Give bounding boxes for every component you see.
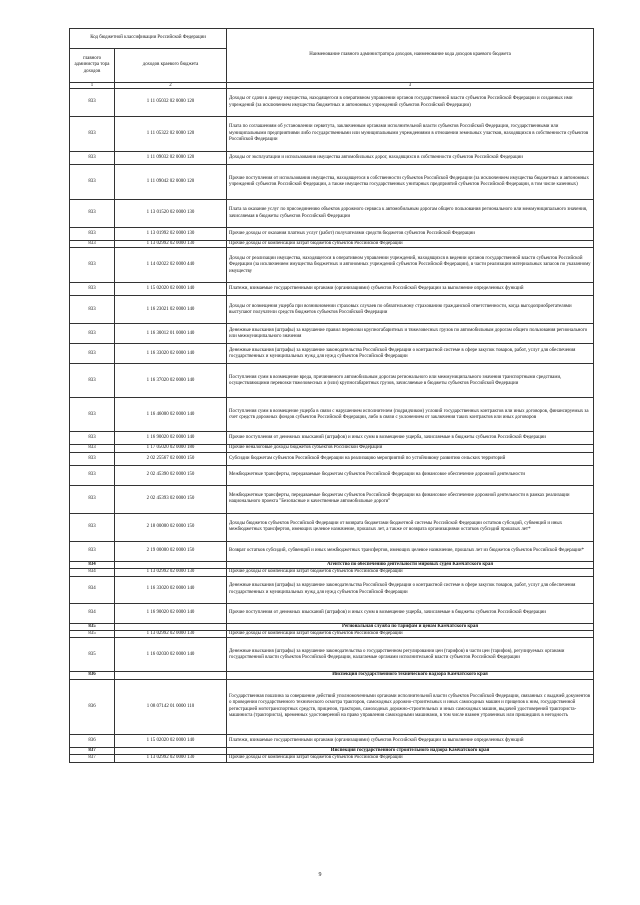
description-cell: Денежные взыскания (штрафы) за нарушение правил перевозки крупногабаритных и тяжеловесных грузов по автомобильным дорогам общего пользования регионального или межмуниципального значения [227, 324, 594, 344]
income-code-cell: 1 11 09032 02 0000 120 [115, 152, 227, 165]
income-code-cell: 1 08 07142 01 0000 110 [115, 679, 227, 734]
income-code-cell: 1 11 05032 02 0000 120 [115, 89, 227, 117]
table-row [70, 152, 594, 165]
admin-code-cell: 833 [70, 228, 115, 241]
description-cell: Возврат остатков субсидий, субвенций и иных межбюджетных трансфертов, имеющих целевое назначение, прошлых лет из бюджетов субъектов Российской Федерации* [227, 541, 594, 561]
description-cell: Платежи, взимаемые государственными органами (организациями) субъектов Российской Федерации за выполнение определенных функций [227, 283, 594, 296]
table-row [70, 344, 594, 364]
description-cell: Поступления сумм в возмещение ущерба в связи с нарушением исполнителем (подрядчиком) условий государственных контрактов или иных договоров, финансируемых за счет средств дорожных фондов субъектов Российской Федерации, либо в связи с уклонением от заключения таких контрактов или иных договоров [227, 398, 594, 432]
admin-code-cell: 836 [70, 672, 115, 679]
table-row [70, 452, 594, 465]
income-code-cell: 1 13 02992 02 0000 130 [115, 241, 227, 248]
description-cell: Прочие доходы от компенсации затрат бюджетов субъектов Российской Федерации [227, 569, 594, 576]
table-row [70, 364, 594, 398]
table-row [70, 576, 594, 603]
admin-code-cell: 833 [70, 200, 115, 228]
table-row [70, 638, 594, 672]
admin-code-cell: 834 [70, 603, 115, 623]
income-code-cell: 2 02 25567 02 0000 150 [115, 452, 227, 465]
group-header-row [70, 561, 594, 568]
admin-code-cell: 833 [70, 398, 115, 432]
description-cell: Поступления сумм в возмещение вреда, причиняемого автомобильным дорогам регионального или межмуниципального значения транспортными средствами, осуществляющими перевозки тяжеловесных и (или) крупногабаритных грузов, зачисляемые в бюджеты субъектов Российской Федерации [227, 364, 594, 398]
description-cell: Доходы от сдачи в аренду имущества, находящегося в оперативном управлении органов государственной власти субъектов Российской Федерации и созданных ими учреждений (за исключением имущества бюджетных и автономных учреждений субъектов Российской Федерации) [227, 89, 594, 117]
page-number: 9 [318, 872, 322, 878]
table-row [70, 228, 594, 241]
description-cell: Денежные взыскания (штрафы) за нарушение законодательства Российской Федерации о контрактной системе в сфере закупок товаров, работ, услуг для обеспечения государственных и муниципальных нужд для нужд субъектов Российской Федерации [227, 576, 594, 603]
income-code-cell [115, 561, 227, 568]
description-cell: Доходы от реализации имущества, находящегося в оперативном управлении учреждений, находящихся в ведении органов государственной власти субъектов Российской Федерации (за исключением имущества бюджетных и автономных учреждений субъектов Российской Федерации), в части реализации материальных запасов по указанному имуществу [227, 248, 594, 283]
column-number-2: 2 [115, 83, 227, 89]
admin-code-cell: 833 [70, 296, 115, 324]
income-code-cell: 1 16 33020 02 0000 140 [115, 344, 227, 364]
description-cell: Прочие доходы от оказания платных услуг (работ) получателями средств бюджетов субъектов Российской Федерации [227, 228, 594, 241]
table-body [70, 89, 594, 763]
table-row [70, 755, 594, 762]
admin-code-cell: 833 [70, 432, 115, 445]
admin-code-cell: 833 [70, 364, 115, 398]
income-code-cell: 1 13 02992 02 0000 130 [115, 569, 227, 576]
admin-code-cell: 833 [70, 152, 115, 165]
table-row [70, 513, 594, 541]
table-row [70, 485, 594, 513]
description-cell: Денежные взыскания (штрафы) за нарушение законодательства Российской Федерации о контрактной системе в сфере закупок товаров, работ, услуг для обеспечения государственных и муниципальных нужд для нужд субъектов Российской Федерации [227, 344, 594, 364]
admin-code-cell: 833 [70, 513, 115, 541]
income-code-cell [115, 672, 227, 679]
description-cell: Прочие доходы от компенсации затрат бюджетов субъектов Российской Федерации [227, 631, 594, 638]
description-cell: Доходы от эксплуатации и использования имущества автомобильных дорог, находящихся в собственности субъектов Российской Федерации [227, 152, 594, 165]
table-row [70, 679, 594, 734]
table-row [70, 283, 594, 296]
table-row [70, 445, 594, 452]
admin-code-cell: 833 [70, 445, 115, 452]
description-cell: Платежи, взимаемые государственными органами (организациями) субъектов Российской Федерации за выполнение определенных функций [227, 734, 594, 747]
table-row [70, 248, 594, 283]
table-row [70, 324, 594, 344]
table-row [70, 734, 594, 747]
table-row [70, 398, 594, 432]
income-code-cell: 1 16 23021 02 0000 140 [115, 296, 227, 324]
income-code-cell: 1 16 90020 02 0000 140 [115, 432, 227, 445]
revenue-codes-table [69, 28, 594, 763]
description-cell: Прочие доходы от компенсации затрат бюджетов субъектов Российской Федерации [227, 755, 594, 762]
admin-code-cell: 833 [70, 283, 115, 296]
admin-code-cell: 835 [70, 623, 115, 630]
admin-code-cell: 833 [70, 485, 115, 513]
table-row [70, 89, 594, 117]
description-cell: Доходы от возмещения ущерба при возникновении страховых случаев по обязательному страхованию гражданской ответственности, когда выгодоприобретателями выступают получатели средств бюджетов субъектов Российской Федерации [227, 296, 594, 324]
name-column-header: Наименование главного администратора доходов, наименование кода доходов краевого бюджета [227, 29, 594, 83]
table-row [70, 631, 594, 638]
income-code-cell: 1 11 09042 02 0000 120 [115, 165, 227, 200]
budget-revenue-table-page [69, 28, 593, 763]
income-code-cell: 2 18 00000 02 0000 150 [115, 513, 227, 541]
table-row [70, 200, 594, 228]
income-code-cell: 1 14 02022 02 0000 440 [115, 248, 227, 283]
description-cell: Плата за оказание услуг по присоединению объектов дорожного сервиса к автомобильным дорогам общего пользования регионального или межмуниципального значения, зачисляемая в бюджеты субъектов Российской Федерации [227, 200, 594, 228]
admin-code-cell: 837 [70, 747, 115, 754]
description-cell: Прочие поступления от использования имущества, находящегося в собственности субъектов Российской Федерации (за исключением имущества бюджетных и автономных учреждений субъектов Российской Федерации, а также имущества государственных унитарных предприятий субъектов Российской Федерации, в том числе казенных) [227, 165, 594, 200]
code-group-header: Код бюджетной классификации Российской Федерации [70, 29, 227, 49]
table-row [70, 569, 594, 576]
admin-code-cell: 833 [70, 452, 115, 465]
description-cell: Инспекция государственного технического надзора Камчатского края [227, 672, 594, 679]
admin-code-cell: 836 [70, 734, 115, 747]
admin-code-cell: 835 [70, 631, 115, 638]
admin-code-cell: 836 [70, 679, 115, 734]
income-code-cell [115, 623, 227, 630]
table-row [70, 241, 594, 248]
description-cell: Плата по соглашениям об установлении сервитута, заключенным органами исполнительной власти субъектов Российской Федерации, государственными или муниципальными предприятиями либо государственными или муниципальными учреждениями в отношении земельных участков, находящихся в собственности субъектов Российской Федерации [227, 117, 594, 152]
admin-column-header: главного администра тора доходов [70, 49, 115, 83]
income-code-cell: 1 16 37020 02 0000 140 [115, 364, 227, 398]
income-code-cell: 1 15 02020 02 0000 140 [115, 734, 227, 747]
description-cell: Доходы бюджетов субъектов Российской Федерации от возврата бюджетами бюджетной системы Российской Федерации остатков субсидий, субвенций и иных межбюджетных трансфертов, имеющих целевое назначение, прошлых лет, а также от возврата организациями остатков субсидий прошлых лет* [227, 513, 594, 541]
table-row [70, 432, 594, 445]
table-row [70, 165, 594, 200]
description-cell: Прочие доходы от компенсации затрат бюджетов субъектов Российской Федерации [227, 241, 594, 248]
admin-code-cell: 833 [70, 248, 115, 283]
description-cell: Субсидии бюджетам субъектов Российской Федерации на реализацию мероприятий по устойчивому развитию сельских территорий [227, 452, 594, 465]
table-row [70, 465, 594, 485]
income-code-cell: 1 11 05322 02 0000 120 [115, 117, 227, 152]
admin-code-cell: 834 [70, 576, 115, 603]
description-cell: Инспекция государственного строительного надзора Камчатского края [227, 747, 594, 754]
income-code-cell: 1 16 46000 02 0000 140 [115, 398, 227, 432]
income-code-cell: 1 15 02020 02 0000 140 [115, 283, 227, 296]
description-cell: Региональная служба по тарифам и ценам Камчатского края [227, 623, 594, 630]
admin-code-cell: 833 [70, 165, 115, 200]
admin-code-cell: 833 [70, 89, 115, 117]
column-number-3: 3 [227, 83, 594, 89]
admin-code-cell: 837 [70, 755, 115, 762]
income-code-cell: 1 13 02992 02 0000 130 [115, 631, 227, 638]
income-code-cell: 2 02 45390 02 0000 150 [115, 465, 227, 485]
income-code-cell: 1 16 33020 02 0000 140 [115, 576, 227, 603]
table-row [70, 541, 594, 561]
description-cell: Прочие поступления от денежных взысканий (штрафов) и иных сумм в возмещение ущерба, зачисляемые в бюджеты субъектов Российской Федерации [227, 603, 594, 623]
table-row [70, 603, 594, 623]
income-code-cell [115, 747, 227, 754]
description-cell: Прочие поступления от денежных взысканий (штрафов) и иных сумм в возмещение ущерба, зачисляемые в бюджеты субъектов Российской Федерации [227, 432, 594, 445]
admin-code-cell: 833 [70, 324, 115, 344]
income-code-cell: 1 17 05020 02 0000 180 [115, 445, 227, 452]
description-cell: Денежные взыскания (штрафы) за нарушение законодательства о государственном регулировании цен (тарифов) в части цен (тарифов), регулируемых органами государственной власти субъектов Российской Федерации, налагаемые органами исполнительной власти субъектов Российской Федерации [227, 638, 594, 672]
admin-code-cell: 833 [70, 344, 115, 364]
description-cell: Агентство по обеспечению деятельности мировых судей Камчатского края [227, 561, 594, 568]
table-row [70, 296, 594, 324]
group-header-row [70, 623, 594, 630]
income-code-cell: 2 02 45393 02 0000 150 [115, 485, 227, 513]
admin-code-cell: 835 [70, 638, 115, 672]
group-header-row [70, 747, 594, 754]
income-code-cell: 1 16 90020 02 0000 140 [115, 603, 227, 623]
income-code-cell: 1 16 30012 01 0000 140 [115, 324, 227, 344]
income-code-cell: 1 16 02030 02 0000 140 [115, 638, 227, 672]
income-column-header: доходов краевого бюджета [115, 49, 227, 83]
admin-code-cell: 833 [70, 465, 115, 485]
description-cell: Прочие неналоговые доходы бюджетов субъектов Российской Федерации [227, 445, 594, 452]
income-code-cell: 2 19 00000 02 0000 150 [115, 541, 227, 561]
admin-code-cell: 833 [70, 241, 115, 248]
income-code-cell: 1 13 02992 02 0000 130 [115, 755, 227, 762]
admin-code-cell: 834 [70, 561, 115, 568]
description-cell: Межбюджетные трансферты, передаваемые бюджетам субъектов Российской Федерации на финансовое обеспечение дорожной деятельности в рамках реализации национального проекта "Безопасные и качественные автомобильные дороги" [227, 485, 594, 513]
description-cell: Межбюджетные трансферты, передаваемые бюджетам субъектов Российской Федерации на финансовое обеспечение дорожной деятельности [227, 465, 594, 485]
table-row [70, 117, 594, 152]
admin-code-cell: 833 [70, 541, 115, 561]
admin-code-cell: 833 [70, 117, 115, 152]
income-code-cell: 1 13 01992 02 0000 130 [115, 228, 227, 241]
group-header-row [70, 672, 594, 679]
description-cell: Государственная пошлина за совершение действий уполномоченными органами исполнительной власти субъектов Российской Федерации, связанных с выдачей документов о проведении государственного технического осмотра тракторов, самоходных дорожно-строительных и иных самоходных машин и прицепов к ним, государственной регистрацией мототранспортных средств, прицепов, тракторов, самоходных дорожно-строительных и иных самоходных машин, выдачей удостоверений тракториста-машиниста (тракториста), временных удостоверений на право управления самоходными машинами, в том числе взамен утраченных или пришедших в негодность [227, 679, 594, 734]
income-code-cell: 1 13 01520 02 0000 130 [115, 200, 227, 228]
column-number-1: 1 [70, 83, 115, 89]
admin-code-cell: 834 [70, 569, 115, 576]
